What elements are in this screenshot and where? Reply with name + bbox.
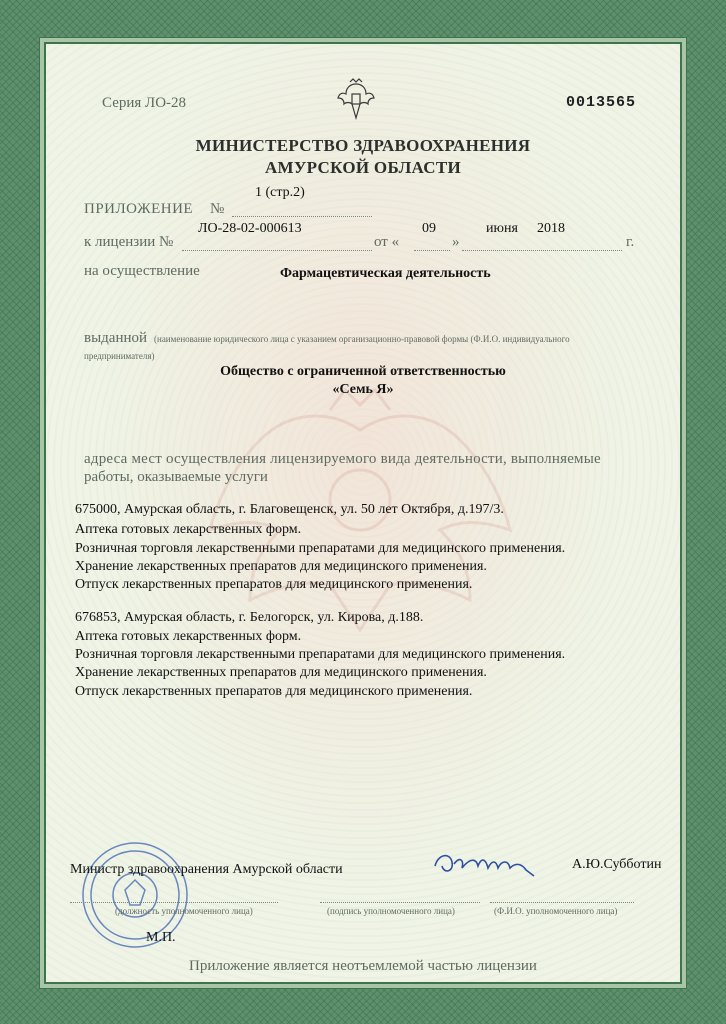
date-month: июня <box>486 221 518 236</box>
addresses-heading-line1: адреса мест осуществления лицензируемого вида деятельности, выполняемые <box>84 451 601 467</box>
appendix-value: 1 (стр.2) <box>255 185 305 200</box>
signature-hint: (подпись уполномоченного лица) <box>327 906 455 916</box>
signature-underline <box>320 902 480 903</box>
signer-name: А.Ю.Субботин <box>572 857 662 872</box>
date-from-label: от « <box>374 234 400 250</box>
activity-label: на осуществление <box>84 263 200 279</box>
activity-value: Фармацевтическая деятельность <box>280 266 491 281</box>
position-hint: (должность уполномоченного лица) <box>115 906 253 916</box>
ministry-title-line2: АМУРСКОЙ ОБЛАСТИ <box>264 158 462 177</box>
license-underline <box>182 250 372 251</box>
issued-hint-line1: (наименование юридического лица с указанием организационно-правовой формы (Ф.И.О. индивидуального <box>154 334 570 344</box>
date-month-underline <box>462 250 622 251</box>
addresses-heading-line2: работы, оказываемые услуги <box>84 469 268 485</box>
date-year-suffix: г. <box>626 234 635 250</box>
location-2-service: Аптека готовых лекарственных форм. <box>75 629 302 644</box>
appendix-num-sign: № <box>210 201 225 217</box>
location-2-service: Хранение лекарственных препаратов для медицинского применения. <box>75 665 487 680</box>
appendix-underline <box>232 216 372 217</box>
location-1-service: Отпуск лекарственных препаратов для медицинского применения. <box>75 577 473 592</box>
position-underline <box>70 902 278 903</box>
license-number: ЛО-28-02-000613 <box>198 221 302 236</box>
issued-hint-line2: предпринимателя) <box>84 351 155 361</box>
appendix-label: ПРИЛОЖЕНИЕ <box>84 201 194 217</box>
location-1-service: Аптека готовых лекарственных форм. <box>75 522 302 537</box>
location-1-address: 675000, Амурская область, г. Благовещенск, ул. 50 лет Октября, д.197/3. <box>75 502 504 517</box>
name-hint: (Ф.И.О. уполномоченного лица) <box>494 906 618 916</box>
signer-position: Министр здравоохранения Амурской области <box>70 862 343 877</box>
form-number: 0013565 <box>566 94 637 111</box>
seal-label: М.П. <box>146 930 176 945</box>
issued-label: выданной <box>84 330 148 346</box>
date-close-quote: » <box>452 234 460 250</box>
handwritten-signature-icon <box>430 846 540 882</box>
location-2-address: 676853, Амурская область, г. Белогорск, ул. Кирова, д.188. <box>75 610 424 625</box>
date-day-underline <box>414 250 450 251</box>
footer-note: Приложение является неотъемлемой частью лицензии <box>189 958 537 974</box>
location-2-service: Отпуск лекарственных препаратов для медицинского применения. <box>75 684 473 699</box>
coat-of-arms-icon <box>336 78 376 122</box>
location-1-service: Розничная торговля лекарственными препаратами для медицинского применения. <box>75 541 566 556</box>
organization-name-line2: «Семь Я» <box>332 382 394 397</box>
location-2-service: Розничная торговля лекарственными препаратами для медицинского применения. <box>75 647 566 662</box>
date-day: 09 <box>422 221 436 236</box>
organization-name-line1: Общество с ограниченной ответственностью <box>220 364 506 379</box>
license-label: к лицензии № <box>84 234 174 250</box>
location-1-service: Хранение лекарственных препаратов для медицинского применения. <box>75 559 487 574</box>
ministry-title-line1: МИНИСТЕРСТВО ЗДРАВООХРАНЕНИЯ <box>195 136 531 155</box>
series-label: Серия ЛО-28 <box>102 95 187 111</box>
name-underline <box>490 902 634 903</box>
date-year: 2018 <box>537 221 565 236</box>
